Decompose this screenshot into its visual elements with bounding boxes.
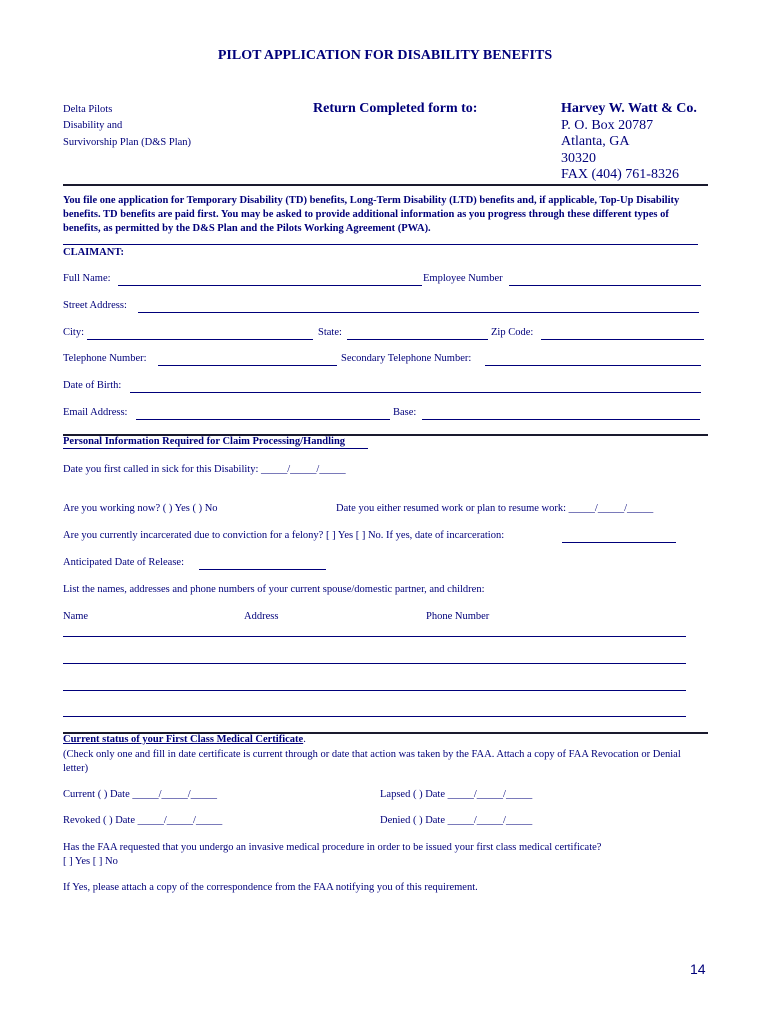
state-label: State:	[318, 327, 342, 338]
medical-instructions: (Check only one and fill in date certificate is current through or date that action was taken by the FAA. Attach a copy of FAA Revocation or Denial letter)	[63, 749, 681, 774]
base-label: Base:	[393, 407, 417, 418]
email-field[interactable]	[136, 419, 390, 420]
base-field[interactable]	[422, 419, 700, 420]
faa-options: [ ] Yes [ ] No	[63, 856, 118, 867]
working-now-text: Are you working now? ( ) Yes ( ) No	[63, 503, 218, 514]
street-field[interactable]	[138, 312, 699, 313]
dependent-row-1[interactable]	[63, 636, 686, 637]
address-city: Atlanta, GA	[561, 134, 630, 149]
resume-work-text: Date you either resumed work or plan to resume work: _____/_____/_____	[336, 503, 654, 514]
plan-line-1: Delta Pilots	[63, 104, 113, 115]
dependent-row-2[interactable]	[63, 663, 686, 664]
address-zip: 30320	[561, 151, 596, 166]
email-label: Email Address:	[63, 407, 128, 418]
city-field[interactable]	[87, 339, 313, 340]
dob-field[interactable]	[130, 392, 701, 393]
list-names-text: List the names, addresses and phone numbers of your current spouse/domestic partner, and children:	[63, 584, 485, 595]
first-called-text: Date you first called in sick for this Disability: _____/_____/_____	[63, 464, 346, 475]
dependent-row-3[interactable]	[63, 690, 686, 691]
dob-label: Date of Birth:	[63, 380, 122, 391]
col-phone-header: Phone Number	[426, 611, 490, 622]
medical-heading: Current status of your First Class Medical Certificate	[63, 734, 304, 745]
personal-heading: Personal Information Required for Claim Processing/Handling	[63, 436, 346, 447]
street-label: Street Address:	[63, 300, 127, 311]
page-title: PILOT APPLICATION FOR DISABILITY BENEFITS	[217, 48, 553, 63]
faa-question: Has the FAA requested that you undergo an invasive medical procedure in order to be issued your first class medical certificate?	[63, 842, 602, 853]
zip-label: Zip Code:	[491, 327, 534, 338]
phone-field[interactable]	[158, 365, 337, 366]
personal-heading-underline	[63, 448, 368, 449]
incarceration-date-field[interactable]	[562, 542, 676, 543]
attach-note: If Yes, please attach a copy of the correspondence from the FAA notifying you of this requirement.	[63, 882, 478, 893]
revoked-status: Revoked ( ) Date _____/_____/_____	[63, 815, 223, 826]
col-address-header: Address	[244, 611, 279, 622]
lapsed-status: Lapsed ( ) Date _____/_____/_____	[380, 789, 533, 800]
incarcerated-text: Are you currently incarcerated due to conviction for a felony? [ ] Yes [ ] No. If yes, date of incarceration:	[63, 530, 505, 541]
state-field[interactable]	[347, 339, 488, 340]
intro-rule	[63, 244, 698, 245]
denied-status: Denied ( ) Date _____/_____/_____	[380, 815, 533, 826]
address-fax: FAX (404) 761-8326	[561, 167, 679, 182]
medical-heading-period: .	[303, 734, 306, 745]
current-status: Current ( ) Date _____/_____/_____	[63, 789, 217, 800]
intro-text: You file one application for Temporary Disability (TD) benefits, Long-Term Disability (LTD) benefits and, if applicable, Top-Up Disability benefits. TD benefits are paid first. You may be asked to provide additional information as you progress through these different types of benefits, as permitted by the D&S Plan and the Pilots Working Agreement (PWA).	[63, 195, 680, 234]
employee-number-field[interactable]	[509, 285, 701, 286]
address-company: Harvey W. Watt & Co.	[561, 101, 697, 116]
medical-heading-wrap	[63, 734, 306, 745]
full-name-field[interactable]	[118, 285, 422, 286]
city-label: City:	[63, 327, 85, 338]
dependent-row-4[interactable]	[63, 716, 686, 717]
release-date-field[interactable]	[199, 569, 326, 570]
zip-field[interactable]	[541, 339, 704, 340]
secondary-phone-field[interactable]	[485, 365, 701, 366]
plan-line-2: Disability and	[63, 120, 123, 131]
return-label: Return Completed form to:	[313, 101, 478, 116]
col-name-header: Name	[63, 611, 89, 622]
release-label: Anticipated Date of Release:	[63, 557, 184, 568]
phone-label: Telephone Number:	[63, 353, 147, 364]
address-po-box: P. O. Box 20787	[561, 118, 654, 133]
plan-line-3: Survivorship Plan (D&S Plan)	[63, 137, 192, 148]
full-name-label: Full Name:	[63, 273, 111, 284]
secondary-phone-label: Secondary Telephone Number:	[341, 353, 472, 364]
employee-number-label: Employee Number	[423, 273, 503, 284]
header-divider	[63, 184, 708, 186]
claimant-heading: CLAIMANT:	[63, 247, 125, 258]
page-number: 14	[690, 961, 706, 977]
